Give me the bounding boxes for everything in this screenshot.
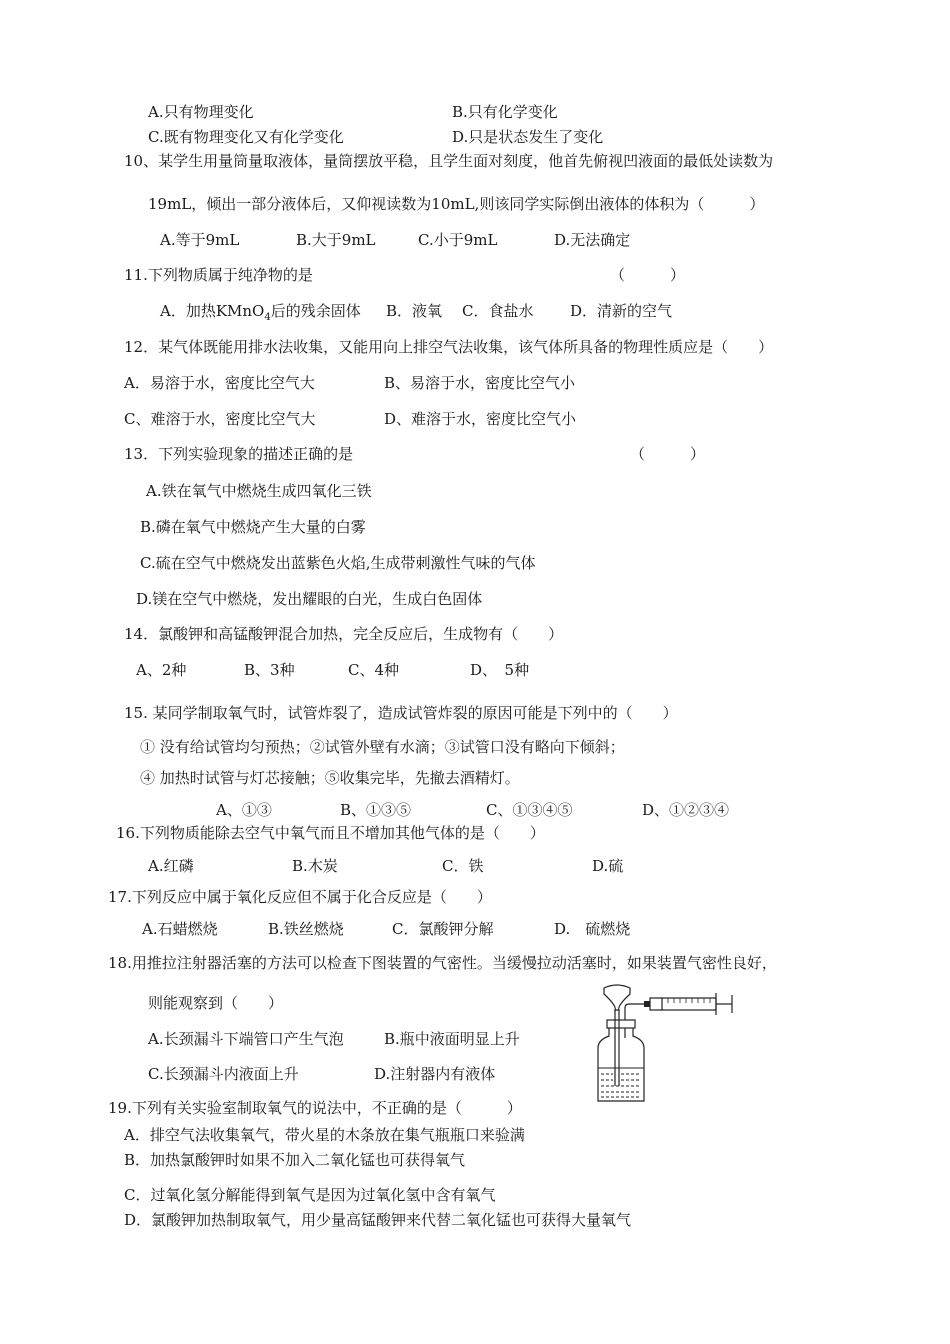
q19-stem: 19.下列有关实验室制取氧气的说法中，不正确的是（ ）	[108, 1099, 522, 1117]
q10-option-b: B.大于9mL	[296, 231, 376, 249]
q16-stem: 16.下列物质能除去空气中氧气而且不增加其他气体的是（ ）	[116, 824, 545, 842]
q11-stem: 11.下列物质属于纯净物的是	[124, 266, 313, 284]
q12-stem: 12．某气体既能用排水法收集，又能用向上排空气法收集，该气体所具备的物理性质应是（ ）	[124, 338, 774, 356]
funnel-bulb	[604, 985, 630, 1010]
q18-option-b: B.瓶中液面明显上升	[384, 1030, 520, 1048]
subscript: 4	[264, 312, 271, 323]
q15-option-d: D、①②③④	[642, 801, 730, 819]
q9-option-d: D.只是状态发生了变化	[452, 128, 604, 146]
q17-option-b: B.铁丝燃烧	[268, 920, 344, 938]
q16-option-b: B.木炭	[292, 857, 338, 875]
q15-option-c: C、①③④⑤	[486, 801, 573, 819]
bottle-liquid	[598, 1068, 644, 1097]
q19-option-b: B．加热氯酸钾时如果不加入二氧化锰也可获得氧气	[124, 1151, 466, 1169]
q13-option-d: D.镁在空气中燃烧，发出耀眼的白光，生成白色固体	[136, 590, 483, 608]
q19-option-d: D．氯酸钾加热制取氧气，用少量高锰酸钾来代替二氧化锰也可获得大量氧气	[124, 1211, 632, 1229]
q18-option-d: D.注射器内有液体	[374, 1065, 496, 1083]
q11-option-a: A．加热KMnO$_4$后的残余固体	[160, 302, 361, 323]
q17-option-a: A.石蜡燃烧	[142, 920, 218, 938]
q16-option-d: D.硫	[592, 857, 624, 875]
q11-option-c: C．食盐水	[462, 302, 534, 320]
q10-option-a: A.等于9mL	[160, 231, 240, 249]
q15-stem: 15. 某同学制取氧气时，试管炸裂了，造成试管炸裂的原因可能是下列中的（ ）	[124, 704, 678, 722]
syringe-scale	[668, 998, 710, 1003]
q18-option-a: A.长颈漏斗下端管口产生气泡	[148, 1030, 344, 1048]
airtightness-apparatus-diagram	[592, 980, 742, 1105]
q11-option-b: B．液氧	[386, 302, 443, 320]
q13-stem: 13．下列实验现象的描述正确的是	[124, 445, 354, 463]
q10-option-d: D.无法确定	[554, 231, 631, 249]
q15-option-b: B、①③⑤	[340, 801, 412, 819]
syringe-barrel	[650, 998, 716, 1010]
q19-option-c: C．过氧化氢分解能得到氧气是因为过氧化氢中含有氧气	[124, 1186, 496, 1204]
q14-option-c: C、4种	[348, 661, 400, 679]
q13-answer-bracket: （ ）	[630, 445, 706, 463]
q16-option-c: C．铁	[442, 857, 484, 875]
q14-stem: 14．氯酸钾和高锰酸钾混合加热，完全反应后，生成物有（ ）	[124, 625, 564, 643]
tube-connector	[644, 1001, 650, 1007]
q17-stem: 17.下列反应中属于氧化反应但不属于化合反应是（ ）	[108, 888, 492, 906]
q12-option-c: C、难溶于水，密度比空气大	[124, 410, 316, 428]
q13-option-c: C.硫在空气中燃烧发出蓝紫色火焰,生成带刺激性气味的气体	[140, 554, 536, 572]
q17-option-d: D. 硫燃烧	[554, 920, 631, 938]
bottle-stopper	[607, 1020, 635, 1028]
q13-option-a: A.铁在氧气中燃烧生成四氧化三铁	[146, 482, 372, 500]
q11-answer-bracket: （ ）	[610, 266, 686, 284]
q14-option-d: D、 5种	[470, 661, 530, 679]
q14-option-a: A、2种	[136, 661, 187, 679]
q19-option-a: A．排空气法收集氧气，带火星的木条放在集气瓶瓶口来验满	[124, 1126, 525, 1144]
q15-option-a: A、①③	[216, 801, 272, 819]
q10-option-c: C.小于9mL	[418, 231, 498, 249]
q18-option-c: C.长颈漏斗内液面上升	[148, 1065, 299, 1083]
q12-option-d: D、难溶于水，密度比空气小	[384, 410, 577, 428]
q11-option-d: D．清新的空气	[570, 302, 673, 320]
q12-option-a: A．易溶于水，密度比空气大	[124, 374, 315, 392]
q18-stem-line2: 则能观察到（ ）	[148, 994, 284, 1012]
q16-option-a: A.红磷	[148, 857, 194, 875]
q9-option-c: C.既有物理变化又有化学变化	[148, 128, 344, 146]
q10-stem-line1: 10、某学生用量筒量取液体，量筒摆放平稳，且学生面对刻度，他首先俯视凹液面的最低处读数为	[124, 152, 774, 170]
q12-option-b: B、易溶于水，密度比空气小	[384, 374, 576, 392]
q13-option-b: B.磷在氧气中燃烧产生大量的白雾	[140, 518, 366, 536]
q17-option-c: C．氯酸钾分解	[392, 920, 494, 938]
q10-stem-line2: 19mL，倾出一部分液体后，又仰视读数为10mL,则该同学实际倒出液体的体积为（ ）	[148, 195, 765, 213]
q9-option-b: B.只有化学变化	[452, 103, 558, 121]
q9-option-a: A.只有物理变化	[148, 103, 254, 121]
bottle-body	[598, 1028, 644, 1101]
q15-reasons-line1: ① 没有给试管均匀预热；②试管外壁有水滴；③试管口没有略向下倾斜；	[140, 738, 625, 756]
q18-stem-line1: 18.用推拉注射器活塞的方法可以检查下图装置的气密性。当缓慢拉动活塞时，如果装置气密性良好，	[108, 954, 777, 972]
q14-option-b: B、3种	[244, 661, 295, 679]
q15-reasons-line2: ④ 加热时试管与灯芯接触；⑤收集完毕，先撤去酒精灯。	[140, 769, 520, 787]
